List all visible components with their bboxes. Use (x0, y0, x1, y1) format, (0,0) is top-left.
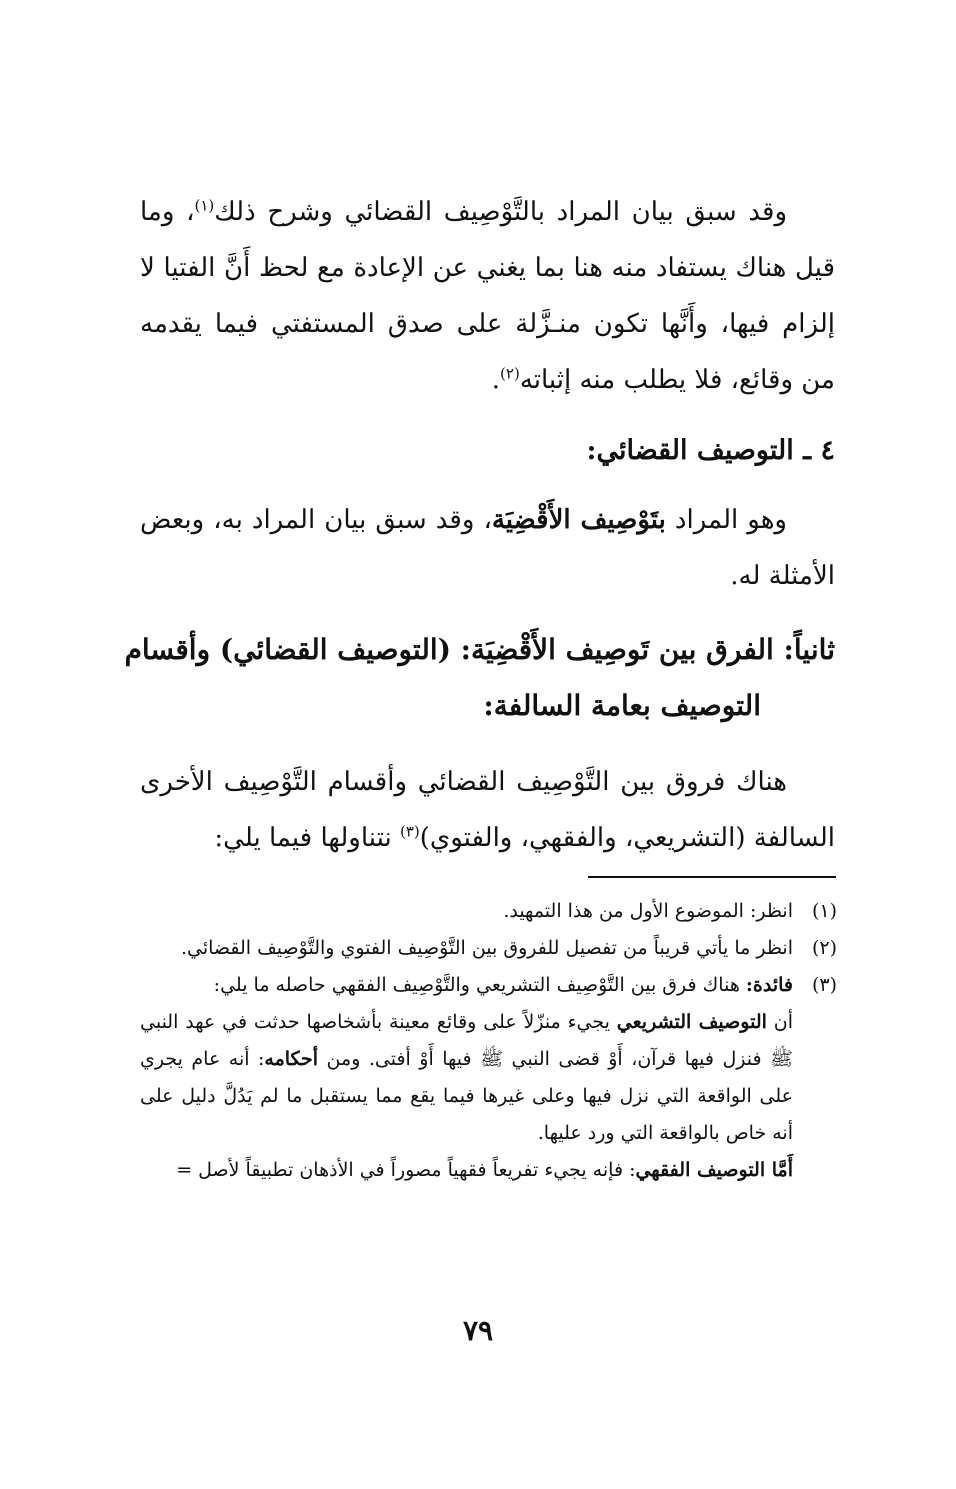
footnote-ref-2: (٢) (500, 364, 520, 383)
footnote-3-body (140, 967, 793, 1189)
paragraph-2-text-b: ، وقد سبق بيان المراد به، وبعض الأمثلة له. (140, 505, 835, 591)
footnote-3-label: فائدة: (745, 974, 793, 996)
footnote-3-line-2-text-a: أن (766, 1011, 793, 1033)
paragraph-1-text-b: ، وما قيل هناك يستفاد منه هنا بما يغني عن الإعادة مع لحظ أَنَّ الفتيا لا إلزام فيها، وأَنَّها تكون منـزَّلة على صدق المستفتي فيما يقدمه من وقائع، فلا يطلب منه إثباته (140, 197, 835, 395)
footnote-2-text: انظر ما يأتي قريباً من تفصيل للفروق بين التَّوْصِيف الفتوي والتَّوْصِيف القضائي. (180, 937, 793, 959)
footnote-2 (140, 930, 837, 967)
footnote-1-text: انظر: الموضوع الأول من هذا التمهيد. (503, 900, 793, 922)
paragraph-1-text-c: . (491, 365, 501, 395)
footnote-3-line-2 (140, 1004, 793, 1152)
section-heading-4: ٤ ـ التوصيف القضائي: (586, 435, 835, 466)
footnote-3-line-2-text-b: يجيء منزّلاً على وقائع معينة بأشخاصها حدثت في عهد النبي ﷺ فنزل فيها قرآن، أَوْ قضى النبي ﷺ فيها أَوْ أفتى. ومن (140, 1011, 793, 1070)
footnote-3-line-2-text-c: : أنه عام يجري على الواقعة التي نزل فيها وعلى غيرها فيما يقع مما يستقبل ما لم يَدُلَّ دليل على أنه خاص بالواقعة التي ورد عليها. (140, 1048, 793, 1144)
footnote-separator (588, 876, 836, 878)
footnote-2-number: (٢) (811, 937, 837, 959)
page-number: ٧٩ (462, 1314, 494, 1347)
section-heading-second (124, 622, 835, 734)
paragraph-2 (140, 492, 835, 604)
footnote-ref-3: (٣) (399, 822, 420, 841)
section-heading-second-line2: التوصيف بعامة السالفة: (483, 689, 761, 722)
footnote-3-line-1-text: هناك فرق بين التَّوْصِيف التشريعي والتَّوْصِيف الفقهي حاصله ما يلي: (213, 974, 746, 996)
paragraph-2-bold-term: بتَوْصِيف الأَقْضِيَة (491, 505, 666, 535)
paragraph-3-text-a: هناك فروق بين التَّوْصِيف القضائي وأقسام التَّوْصِيف الأخرى السالفة (التشريعي، والفقهي، والفتوي) (140, 767, 835, 853)
paragraph-3-text-b: نتناولها فيما يلي: (214, 823, 400, 853)
footnote-3-line-3 (140, 1152, 793, 1189)
paragraph-3 (140, 754, 835, 866)
footnote-3-line-3-bold: التوصيف الفقهي (635, 1159, 766, 1181)
footnote-3-line-1 (140, 967, 793, 1004)
footnotes (140, 893, 837, 1189)
footnote-3-line-2-bold-2: أحكامه (264, 1048, 319, 1070)
paragraph-1 (140, 184, 835, 408)
paragraph-1-text-a: وقد سبق بيان المراد بالتَّوْصِيف القضائي وشرح ذلك (214, 197, 787, 227)
footnote-ref-1: (١) (194, 196, 215, 215)
footnote-1-number: (١) (811, 900, 837, 922)
footnote-1 (140, 893, 837, 930)
footnote-3-number: (٣) (811, 974, 837, 996)
footnote-3-line-2-bold: التوصيف التشريعي (616, 1011, 767, 1033)
paragraph-2-text-a: وهو المراد (665, 505, 787, 535)
footnote-3-line-3-text: : فإنه يجيء تفريعاً فقهياً مصوراً في الأذهان تطبيقاً لأصل = (176, 1159, 636, 1181)
footnote-3 (140, 967, 837, 1189)
footnote-3-line-3-bold-a: أَمَّا (765, 1159, 793, 1181)
section-heading-second-line1: ثانياً: الفرق بين تَوصِيف الأَقْضِيَة: (التوصيف القضائي) وأقسام (124, 633, 835, 666)
